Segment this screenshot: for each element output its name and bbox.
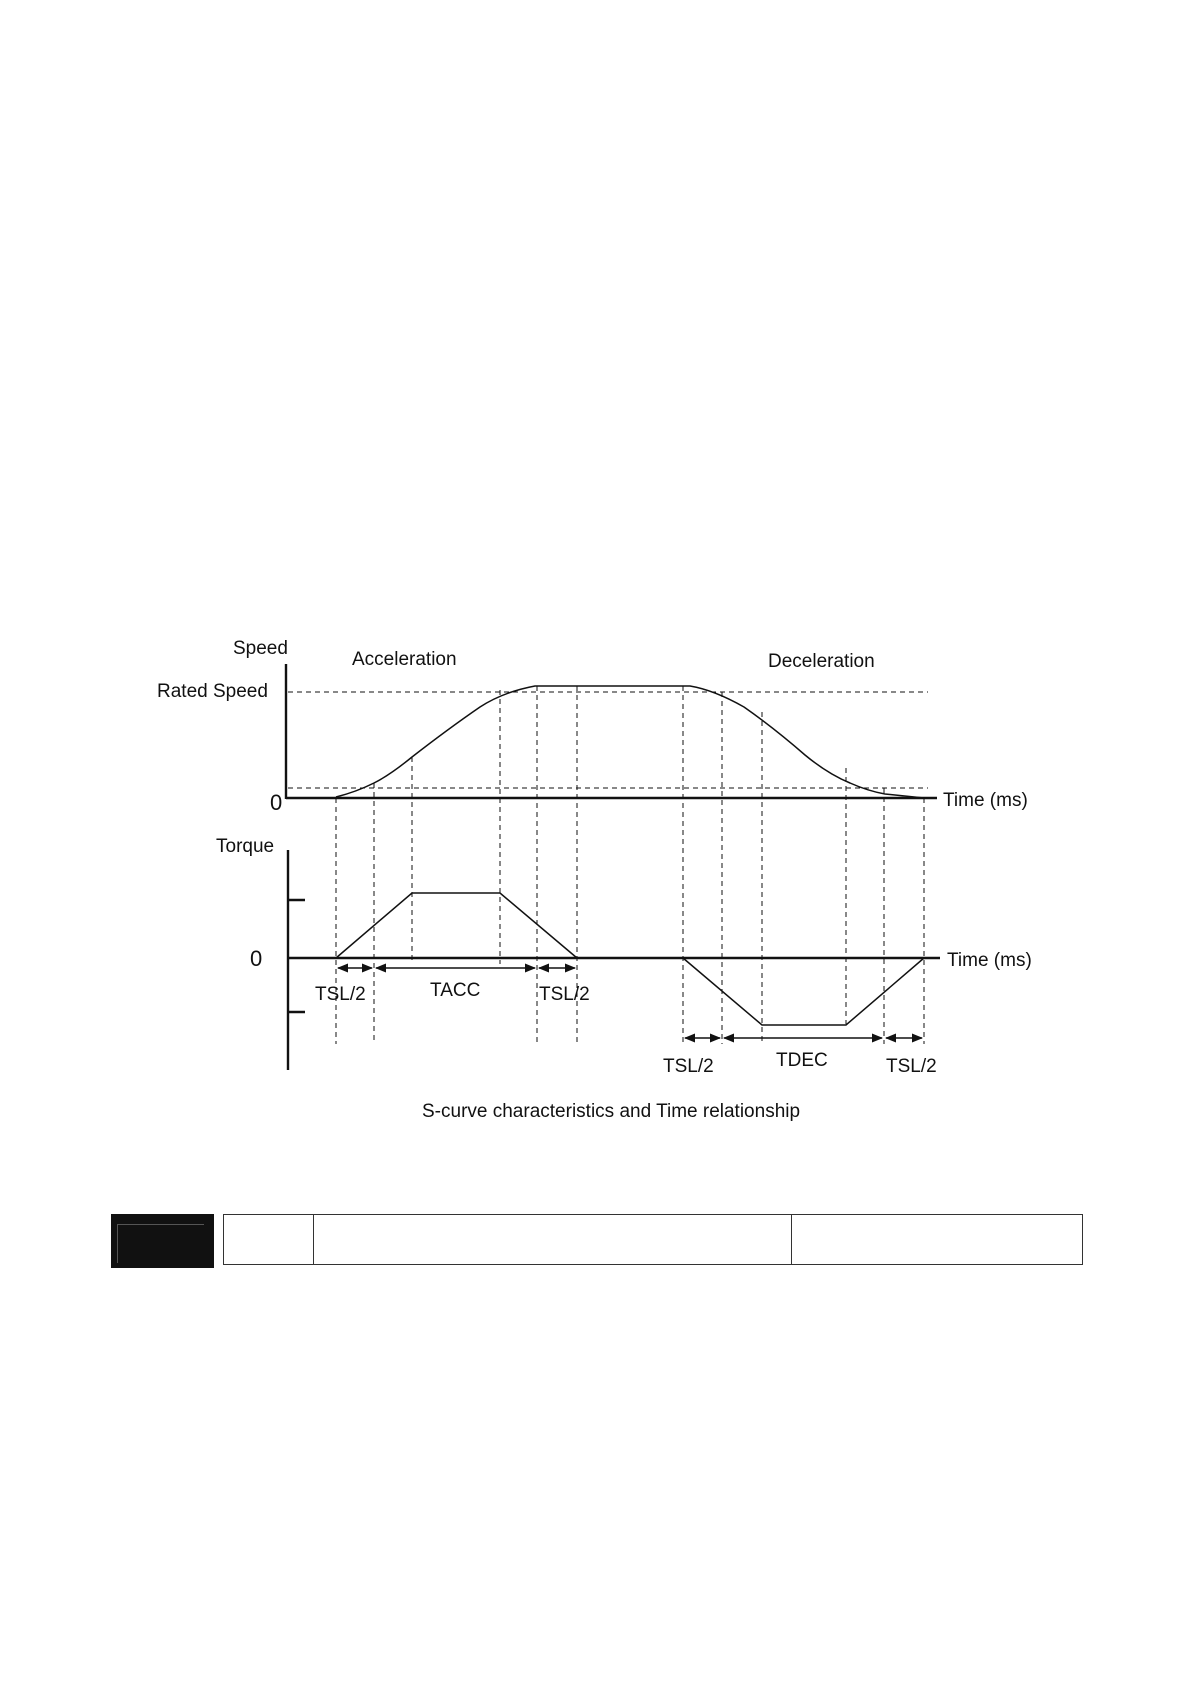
parameter-tab-marker: [111, 1214, 214, 1268]
diagram-caption: S-curve characteristics and Time relationship: [422, 1101, 801, 1122]
decel-torque-profile: [683, 958, 924, 1025]
torque-time-label: Time (ms): [947, 950, 1032, 971]
rated-speed-label: Rated Speed: [157, 681, 268, 702]
parameter-name-cell: [313, 1214, 793, 1265]
speed-zero-label: 0: [270, 790, 283, 815]
speed-axis-label: Speed: [233, 638, 288, 659]
tacc-label: TACC: [430, 980, 481, 1001]
accel-tsl-end-label: TSL/2: [539, 984, 590, 1005]
torque-zero-label: 0: [250, 946, 263, 971]
parameter-header-row: [111, 1214, 1190, 1268]
decel-tsl-end-label: TSL/2: [886, 1056, 937, 1077]
torque-axis-label: Torque: [216, 836, 275, 857]
accel-tsl-start-label: TSL/2: [315, 984, 366, 1005]
torque-chart: [216, 836, 1032, 1077]
accel-torque-profile: [336, 893, 577, 958]
parameter-code-cell: [223, 1214, 315, 1265]
acceleration-label: Acceleration: [352, 649, 457, 670]
decel-tsl-start-label: TSL/2: [663, 1056, 714, 1077]
deceleration-label: Deceleration: [768, 651, 875, 672]
time-guides: [336, 686, 924, 1044]
speed-curve: [336, 686, 924, 798]
parameter-tab-inner: [117, 1224, 204, 1263]
parameter-address-cell: [791, 1214, 1083, 1265]
speed-time-label: Time (ms): [943, 790, 1028, 811]
tdec-label: TDEC: [776, 1050, 828, 1071]
